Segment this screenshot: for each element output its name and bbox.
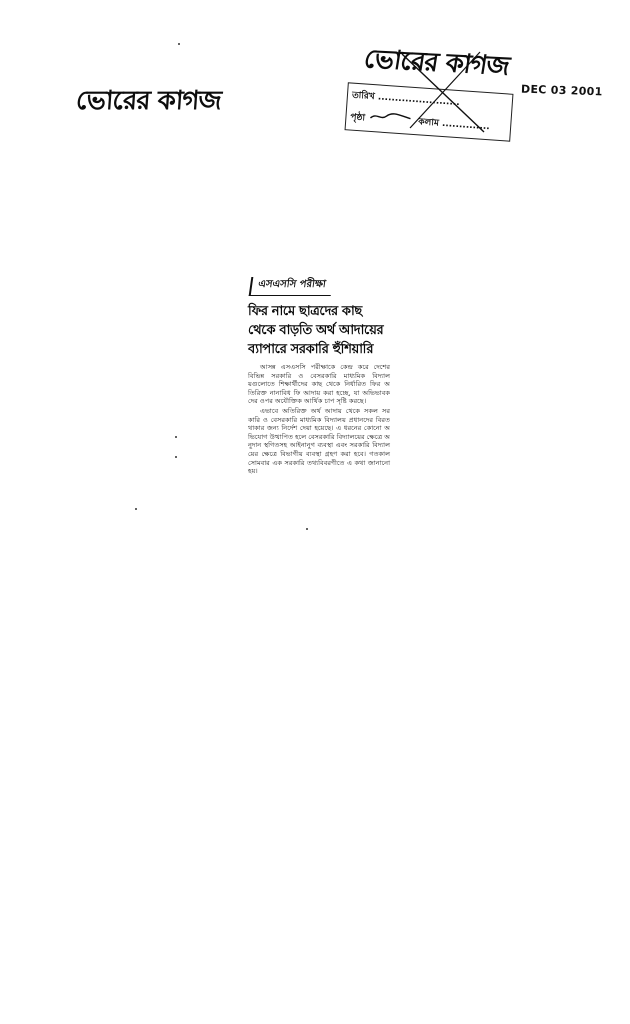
scan-speck xyxy=(178,43,180,45)
scan-speck xyxy=(306,528,308,530)
stamp-column-dots: .............. xyxy=(441,118,491,133)
article-paragraph: এভাবে অতিরিক্ত অর্থ আদায় থেকে সকল সরকারি ও বেসরকারি মাধ্যমিক বিদ্যালয় প্রধানদের বিরত থাকার জন্য নির্দেশ দেয়া হয়েছে। এ ধরনের কোনো অভিযোগ উত্থাপিত হলে বেসরকারি বিদ্যালয়ের ক্ষেত্রে অনুদান স্থগিতসহ আইনানুগ ব্যবস্থা এবং সরকারি বিদ্যালয়ের ক্ষেত্রে বিভাগীয় ব্যবস্থা গ্রহণ করা হবে। গতকাল সোমবার এক সরকারি তথ্যবিবরণীতে এ কথা জানানো হয়। xyxy=(248,406,390,476)
stamp-dots: ........................ xyxy=(377,92,461,109)
masthead-left: ভোরের কাগজ xyxy=(75,86,222,116)
scan-speck xyxy=(135,508,137,510)
news-clipping xyxy=(248,272,390,476)
scan-speck xyxy=(175,456,177,458)
stamp-page-label: পৃষ্ঠা xyxy=(350,112,366,124)
scan-speck xyxy=(175,436,177,438)
stamp-masthead: ভোরের কাগজ xyxy=(361,44,512,82)
cross-mark-icon xyxy=(388,48,498,138)
article-paragraph: আসন্ন এসএসসি পরীক্ষাকে কেন্দ্র করে দেশের বিভিন্ন সরকারি ও বেসরকারি মাধ্যমিক বিদ্যালয়গুলোতে শিক্ষার্থীদের কাছ থেকে নির্ধারিত ফির অতিরিক্ত নানাবিধ ফি আদায় করা হচ্ছে, যা অভিভাবকদের ওপর অযৌক্তিক আর্থিক চাপ সৃষ্টি করছে। xyxy=(248,363,390,406)
article-kicker: এসএসসি পরীক্ষা xyxy=(249,277,333,296)
date-stamp: DEC 03 2001 xyxy=(520,82,603,99)
stamp-date-label: তারিখ xyxy=(351,90,376,103)
clipping-stamp xyxy=(338,40,524,152)
article-headline: ফির নামে ছাত্রদের কাছ থেকে বাড়তি অর্থ আদায়ের ব্যাপারে সরকারি হুঁশিয়ারি xyxy=(248,304,384,357)
stamp-column-label: কলাম xyxy=(417,117,440,129)
article-body xyxy=(248,363,390,476)
